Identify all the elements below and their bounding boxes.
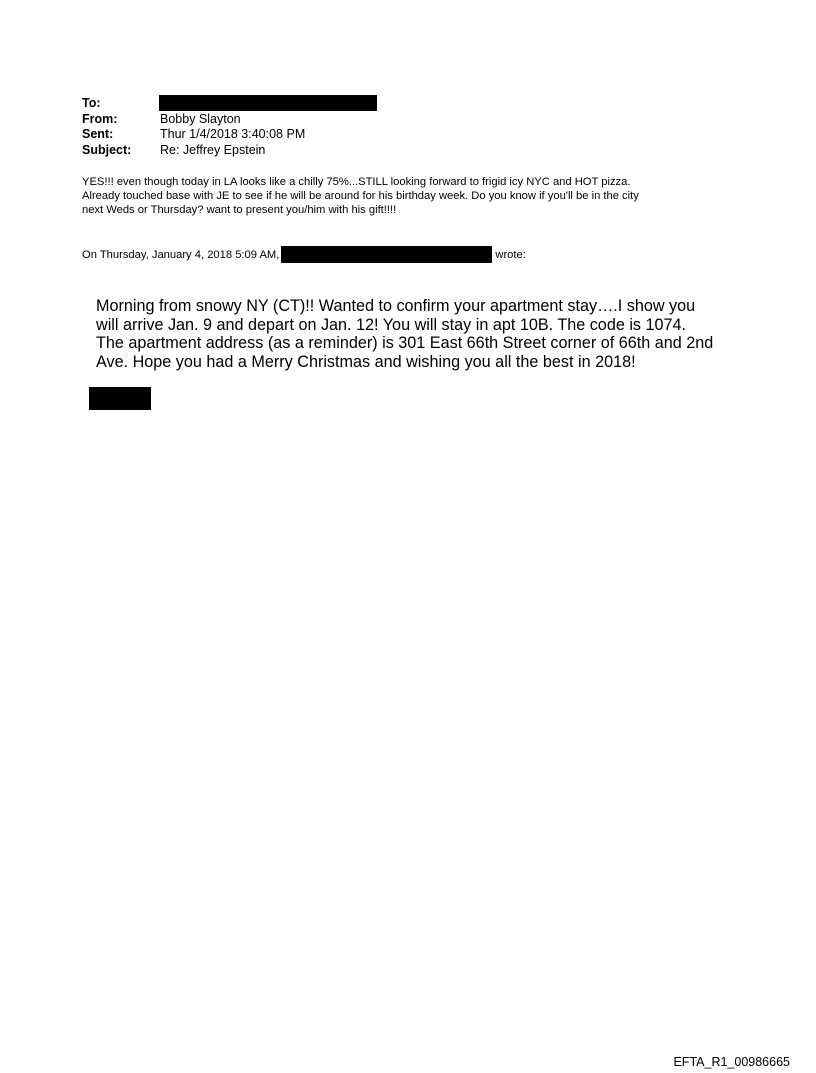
to-label: To: <box>82 96 101 110</box>
subject-label: Subject: <box>82 142 132 157</box>
quote-sender-redaction <box>281 246 492 263</box>
subject-row <box>82 143 305 159</box>
to-recipient-redaction <box>159 95 377 111</box>
from-label: From: <box>82 111 118 126</box>
quote-attribution-prefix: On Thursday, January 4, 2018 5:09 AM, <box>82 248 280 261</box>
signature-redaction <box>89 387 151 410</box>
quote-attribution-line <box>82 246 526 263</box>
sent-value: Thur 1/4/2018 3:40:08 PM <box>160 127 306 141</box>
from-value: Bobby Slayton <box>160 111 241 126</box>
sent-label: Sent: <box>82 127 114 141</box>
from-row <box>82 112 305 128</box>
quoted-message-body: Morning from snowy NY (CT)!! Wanted to confirm your apartment stay….I show you will arrive Jan. 9 and depart on Jan. 12! You will stay in apt 10B. The code is 1074. The apartment address (as a reminder) is 301 East 66th Street corner of 66th and 2nd Ave. Hope you had a Merry Christmas and wishing you all the best in 2018! <box>96 297 714 371</box>
bates-number: EFTA_R1_00986665 <box>673 1055 790 1069</box>
quote-attribution-suffix: wrote: <box>495 248 526 261</box>
sent-row <box>82 127 305 143</box>
subject-value: Re: Jeffrey Epstein <box>160 142 266 157</box>
reply-message-body: YES!!! even though today in LA looks like a chilly 75%...STILL looking forward to frigid icy NYC and HOT pizza. Already touched base with JE to see if he will be around for his birthday week. Do you know if you'll be in the city next Weds or Thursday? want to present you/him with his gift!!!! <box>82 176 639 216</box>
